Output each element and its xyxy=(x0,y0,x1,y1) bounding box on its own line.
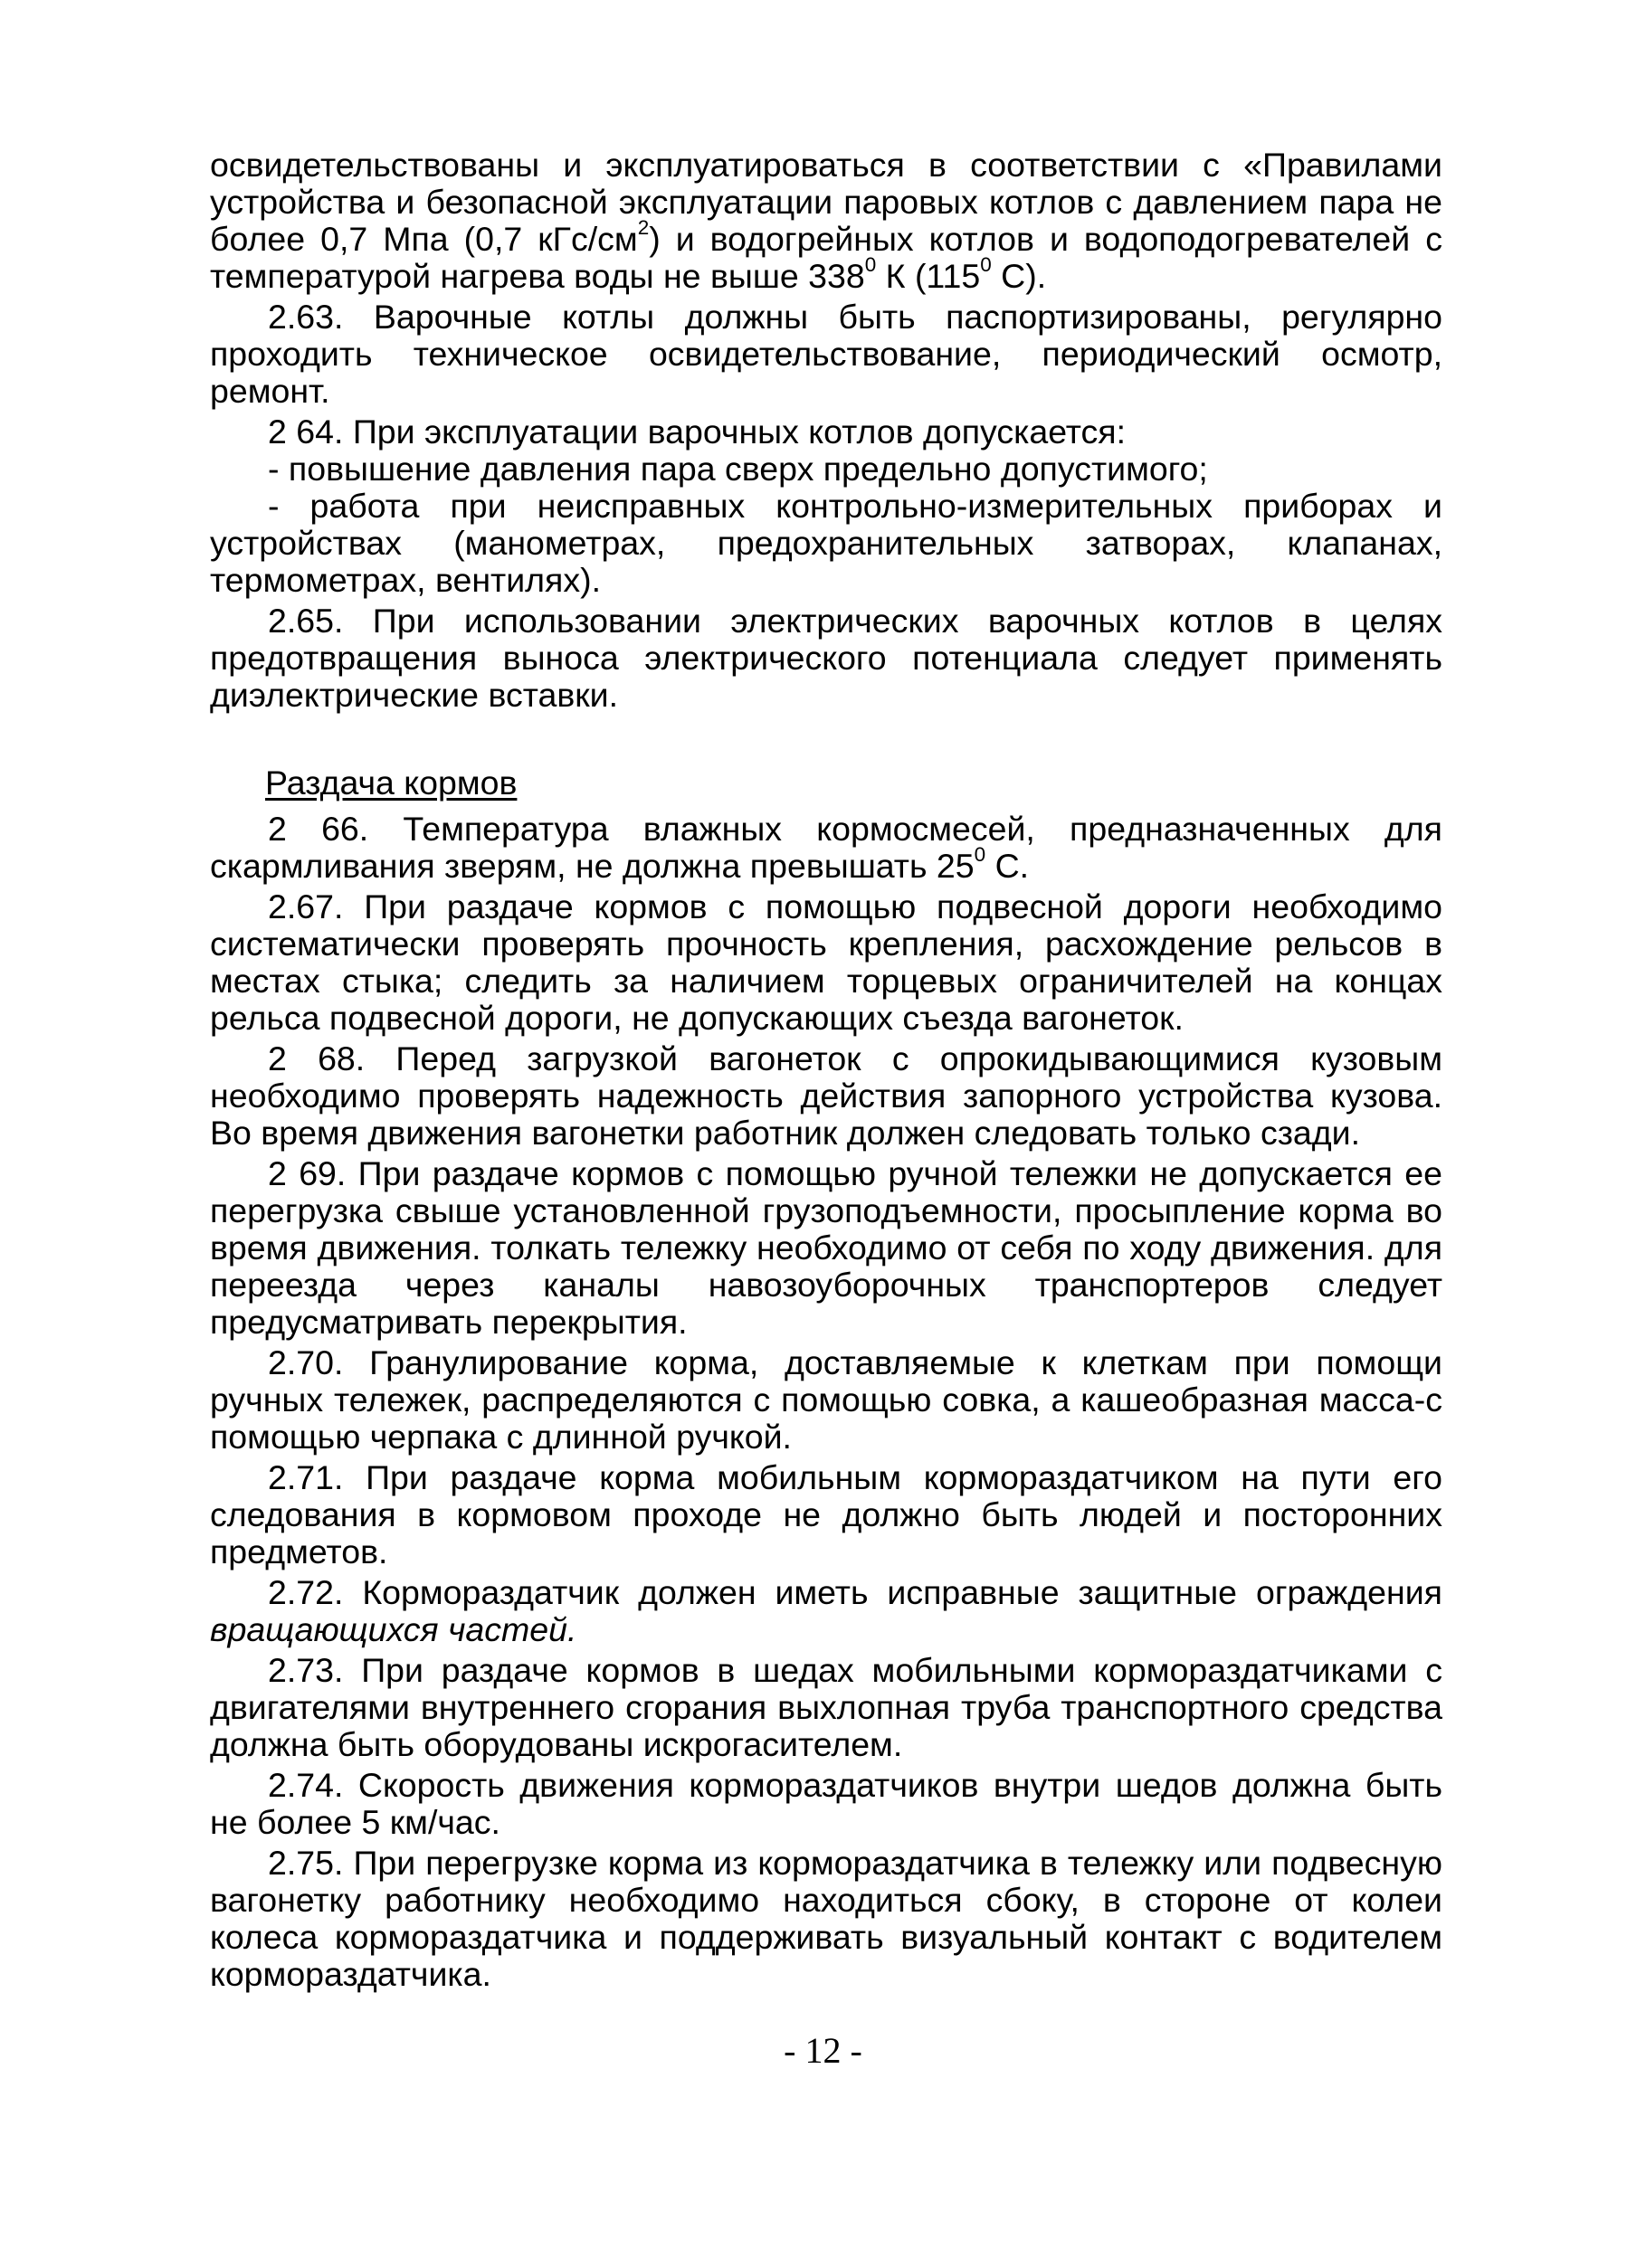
paragraph-2-72-italic: вращающихся частей. xyxy=(210,1610,577,1648)
paragraph-intro: освидетельствованы и эксплуатироваться в соответствии с «Правилами устройства и безопасной эксплуатации паровых котлов с давлением пара не более 0,7 Мпа (0,7 кГс/$см^2$) и водогрейных котлов и водоподогревателей с температурой нагрева воды не выше $338^0$ К ($115^0$ С). xyxy=(210,146,1442,295)
paragraph-2-65: 2.65. При использовании электрических варочных котлов в целях предотвращения выноса электрического потенциала следует применять диэлектрические вставки. xyxy=(210,602,1442,714)
paragraph-2-64-item-2: - работа при неисправных контрольно-измерительных приборах и устройствах (манометрах, предохранительных затворах, клапанах, термометрах, вентилях). xyxy=(210,487,1442,599)
paragraph-2-67: 2.67. При раздаче кормов с помощью подвесной дороги необходимо систематически проверять прочность крепления, расхождение рельсов в местах стыка; следить за наличием торцевых ограничителей на концах рельса подвесной дороги, не допускающих съезда вагонеток. xyxy=(210,887,1442,1037)
paragraph-2-69: 2 69. При раздаче кормов с помощью ручной тележки не допускается ее перегрузка свыше установленной грузоподъемности, просыпление корма во время движения. толкать тележку необходимо от себя по ходу движения. для переезда через каналы навозоуборочных транспортеров следует предусматривать перекрытия. xyxy=(210,1154,1442,1341)
paragraph-2-74: 2.74. Скорость движения кормораздатчиков внутри шедов должна быть не более 5 км/час. xyxy=(210,1766,1442,1841)
paragraph-2-64: 2 64. При эксплуатации варочных котлов допускается: xyxy=(268,413,1127,451)
page-number: - 12 - xyxy=(784,2030,862,2071)
paragraph-2-68: 2 68. Перед загрузкой вагонеток с опрокидывающимися кузовым необходимо проверять надежность действия запорного устройства кузова. Во время движения вагонетки работник должен следовать только сзади. xyxy=(210,1039,1442,1152)
paragraph-2-73: 2.73. При раздаче кормов в шедах мобильными кормораздатчиками с двигателями внутреннего сгорания выхлопная труба транспортного средства должна быть оборудованы искрогасителем. xyxy=(210,1651,1442,1763)
paragraph-2-63: 2.63. Варочные котлы должны быть паспортизированы, регулярно проходить техническое освидетельствование, периодический осмотр, ремонт. xyxy=(210,298,1442,410)
document-body xyxy=(210,147,1442,1993)
paragraph-2-72: 2.72. Кормораздатчик должен иметь исправные защитные ограждения вращающихся частей. xyxy=(210,1573,1442,1648)
paragraph-2-70: 2.70. Гранулирование корма, доставляемые к клеткам при помощи ручных тележек, распределяются с помощью совка, а кашеобразная масса-с помощью черпака с длинной ручкой. xyxy=(210,1343,1442,1456)
paragraph-2-71: 2.71. При раздаче корма мобильным кормораздатчиком на пути его следования в кормовом проходе не должно быть людей и посторонних предметов. xyxy=(210,1458,1442,1571)
paragraph-2-64-item-1: - повышение давления пара сверх предельно допустимого; xyxy=(268,450,1208,488)
section-heading-feed-distribution: Раздача кормов xyxy=(265,764,518,802)
paragraph-2-66: 2 66. Температура влажных кормосмесей, предназначенных для скармливания зверям, не должна превышать $25^0$ С. xyxy=(210,810,1442,885)
paragraph-2-75: 2.75. При перегрузке корма из кормораздатчика в тележку или подвесную вагонетку работнику необходимо находиться сбоку, в стороне от колеи колеса кормораздатчика и поддерживать визуальный контакт с водителем кормораздатчика. xyxy=(210,1844,1442,1993)
